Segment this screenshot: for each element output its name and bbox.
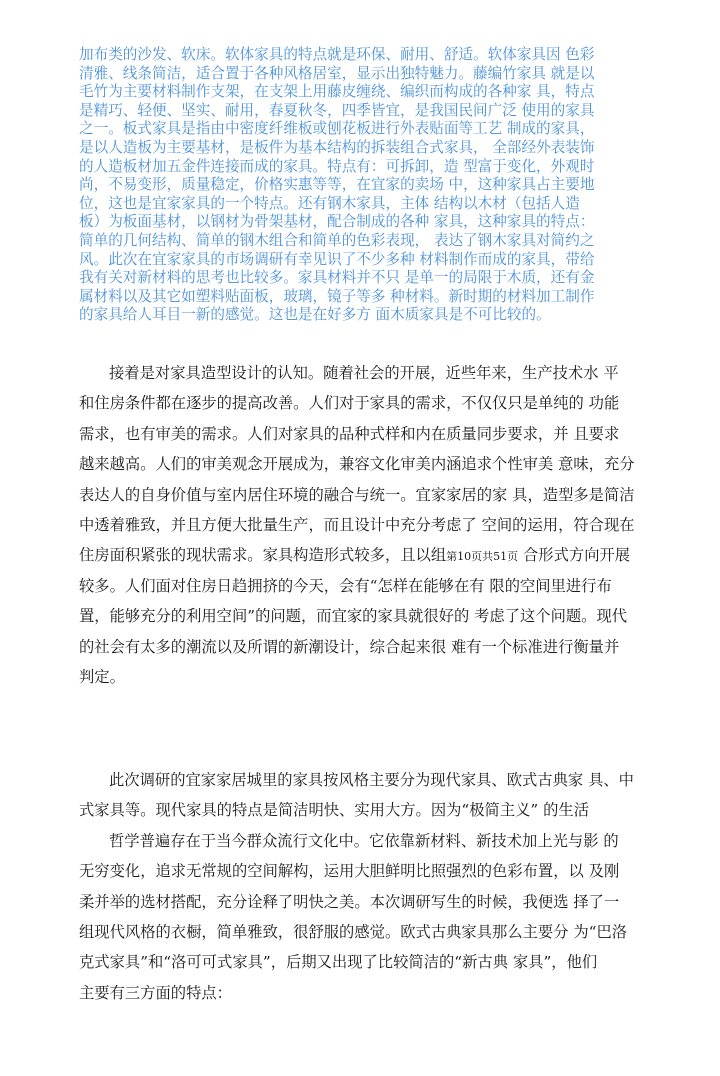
text-line: 的人造板材加五金件连接而成的家具。特点有：可拆卸，造 型富于变化，外观时 bbox=[79, 157, 595, 175]
text-line: 较多。人们面对住房日趋拥挤的今天，会有“怎样在能够在有 限的空间里进行布 bbox=[79, 576, 612, 595]
text-line-with-marker bbox=[79, 540, 651, 570]
text-line: 表达人的自身价值与室内居住环境的融合与统一。宜家家居的家 具，造型多是简洁 bbox=[79, 485, 635, 504]
text-line: 清雅、线条简洁，适合置于各种风格居室，显示出独特魅力。藤编竹家具 就是以 bbox=[79, 64, 595, 82]
text-line: 组现代风格的衣橱，简单雅致，很舒服的感觉。欧式古典家具那么主要分 为“巴洛 bbox=[79, 922, 628, 941]
paragraph-materials bbox=[79, 46, 651, 325]
page-number-marker: 第10页共51页 bbox=[446, 550, 519, 564]
text-line: 尚，不易变形，质量稳定，价格实惠等等，在宜家的卖场 中，这种家具占主要地 bbox=[79, 176, 595, 194]
text-line: 接着是对家具造型设计的认知。随着社会的开展，近些年来，生产技术水 平 bbox=[109, 364, 619, 382]
text-line: 之一。板式家具是指由中密度纤维板或刨花板进行外表贴面等工艺 制成的家具， bbox=[79, 120, 595, 138]
text-line: 克式家具”和“洛可可式家具”，后期又出现了比较简洁的“新古典 家具”，他们 bbox=[79, 953, 598, 972]
text-fragment: 住房面积紧张的现状需求。家具构造形式较多，且以组 bbox=[79, 546, 447, 565]
text-line: 此次调研的宜家家居城里的家具按风格主要分为现代家具、欧式古典家 具、中 bbox=[109, 771, 634, 789]
text-line: 的家具给人耳目一新的感觉。这也是在好多方 面木质家具是不可比较的。 bbox=[79, 306, 551, 324]
text-line: 式家具等。现代家具的特点是简洁明快、实用大方。因为“极简主义” 的生活 bbox=[79, 801, 590, 820]
text-line: 加布类的沙发、软床。软体家具的特点就是环保、耐用、舒适。软体家具因 色彩 bbox=[79, 46, 595, 63]
text-line: 简单的几何结构、简单的钢木组合和简单的色彩表现， 表达了钢木家具对简约之 bbox=[79, 231, 595, 249]
text-fragment: 合形式方向开展 bbox=[518, 546, 631, 565]
text-line: 的社会有太多的潮流以及所谓的新潮设计，综合起来很 难有一个标准进行衡量并 bbox=[79, 637, 620, 656]
text-line: 和住房条件都在逐步的提高改善。人们对于家具的需求，不仅仅只是单纯的 功能 bbox=[79, 394, 620, 413]
text-line: 是以人造板为主要基材，是板件为基本结构的拆装组合式家具， 全部经外表装饰 bbox=[79, 138, 595, 156]
text-line: 哲学普遍存在于当今群众流行文化中。它依靠新材料、新技术加上光与影 的 bbox=[109, 831, 619, 850]
text-line: 需求，也有审美的需求。人们对家具的品种式样和内在质量同步要求，并 且要求 bbox=[79, 424, 620, 443]
text-line: 板）为板面基材，以钢材为骨架基材，配合制成的各种 家具，这种家具的特点： bbox=[79, 213, 595, 231]
text-line: 越来越高。人们的审美观念开展成为，兼容文化审美内涵追求个性审美 意味，充分 bbox=[79, 455, 635, 474]
text-line: 位，这也是宜家家具的一个特点。还有钢木家具，主体 结构以木材（包括人造 bbox=[79, 194, 580, 212]
text-line: 毛竹为主要材料制作支架，在支架上用藤皮缠绕、编织而构成的各种家 具，特点 bbox=[79, 83, 595, 101]
text-line: 置，能够充分的利用空间”的问题，而宜家的家具就很好的 考虑了这个问题。现代 bbox=[79, 607, 628, 626]
paragraph-styling bbox=[79, 358, 651, 692]
text-line: 风。此次在宜家家具的市场调研有幸见识了不少多种 材料制作而成的家具，带给 bbox=[79, 250, 595, 268]
text-line: 是精巧、轻便、坚实、耐用，春夏秋冬，四季皆宜，是我国民间广泛 使用的家具 bbox=[79, 101, 595, 119]
text-line: 主要有三方面的特点： bbox=[79, 983, 232, 1002]
text-line: 无穷变化，追求无常规的空间解构，运用大胆鲜明比照强烈的色彩布置，以 及刚 bbox=[79, 862, 620, 881]
text-line: 柔并举的选材搭配，充分诠释了明快之美。本次调研写生的时候，我便选 择了一 bbox=[79, 892, 620, 911]
text-line: 判定。 bbox=[79, 667, 125, 686]
text-line: 属材料以及其它如塑料贴面板，玻璃，镜子等多 种材料。新时期的材料加工制作 bbox=[79, 287, 595, 305]
text-line: 中透着雅致，并且方便大批量生产，而且设计中充分考虑了 空间的运用，符合现在 bbox=[79, 515, 635, 534]
text-line: 我有关对新材料的思考也比较多。家具材料并不只 是单一的局限于木质，还有金 bbox=[79, 269, 595, 287]
paragraph-styles bbox=[79, 765, 651, 1008]
